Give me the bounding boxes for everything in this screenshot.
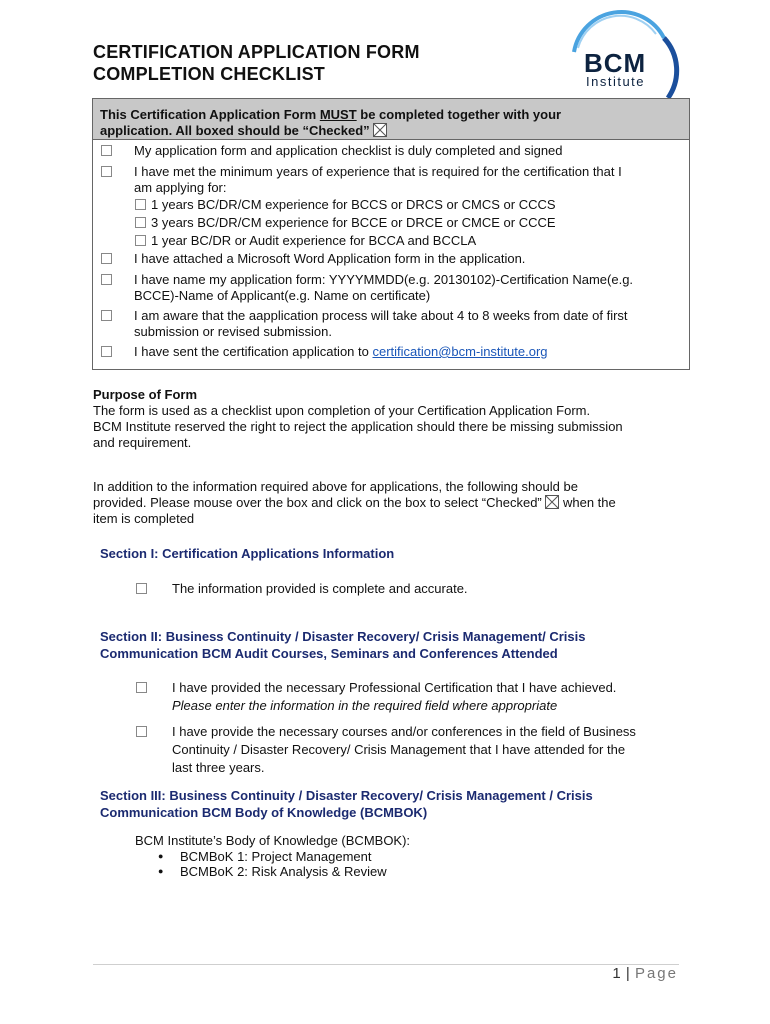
checklist-item-line: BCCE)-Name of Applicant(e.g. Name on certificate) xyxy=(134,288,431,303)
requirement-text xyxy=(172,723,636,777)
requirement-hint: Please enter the information in the required field where appropriate xyxy=(172,698,558,713)
checklist-item-line: I have sent the certification application to xyxy=(134,344,373,359)
requirement-line: I have provided the necessary Professional Certification that I have achieved. xyxy=(172,680,617,695)
instruction-text: provided. Please mouse over the box and click on the box to select “Checked” xyxy=(93,495,546,510)
instruction-line xyxy=(93,495,616,511)
bcmbok-intro: BCM Institute’s Body of Knowledge (BCMBOK): xyxy=(135,833,411,848)
checkbox[interactable] xyxy=(101,253,112,264)
title-line-1: CERTIFICATION APPLICATION FORM xyxy=(93,42,420,62)
page-number: 1 xyxy=(612,965,622,982)
checklist-item-text xyxy=(134,344,548,360)
checklist-item-line: I have name my application form: YYYYMMDD(e.g. 20130102)-Certification Name(e.g. xyxy=(134,272,634,287)
header-text-post: be completed together with your xyxy=(356,107,562,122)
section-3-heading-line: Section III: Business Continuity / Disaster Recovery/ Crisis Management / Crisis xyxy=(100,788,593,803)
checklist-header xyxy=(93,99,689,140)
requirement-text xyxy=(172,679,616,715)
checklist-item-text xyxy=(134,308,628,340)
section-2-heading xyxy=(100,628,585,662)
footer-divider xyxy=(93,964,679,965)
logo-main-text: BCM xyxy=(584,48,647,78)
checklist-item-line: I am aware that the aapplication process will take about 4 to 8 weeks from date of first xyxy=(134,308,628,323)
bcmbok-list-item: ● BCMBoK 1: Project Management xyxy=(158,849,387,864)
page-label: Page xyxy=(634,965,678,982)
purpose-line: The form is used as a checklist upon completion of your Certification Application Form. xyxy=(93,403,591,418)
experience-option-text: 1 years BC/DR/CM experience for BCCS or DRCS or CMCS or CCCS xyxy=(151,197,556,212)
additional-instructions xyxy=(93,479,616,527)
header-text-pre: This Certification Application Form xyxy=(100,107,320,122)
checked-box-icon xyxy=(545,495,559,509)
logo-sub-text: Institute xyxy=(586,74,646,89)
title-line-2: COMPLETION CHECKLIST xyxy=(93,64,325,84)
page-footer xyxy=(612,965,678,982)
requirement-line: Continuity / Disaster Recovery/ Crisis Management that I have attended for the xyxy=(172,742,626,757)
checkbox[interactable] xyxy=(101,166,112,177)
experience-option-text: 1 year BC/DR or Audit experience for BCCA and BCCLA xyxy=(151,233,477,248)
section-2-heading-line: Section II: Business Continuity / Disaster Recovery/ Crisis Management/ Crisis xyxy=(100,629,586,644)
section-3-heading xyxy=(100,787,593,821)
purpose-line: and requirement. xyxy=(93,435,192,450)
purpose-line: BCM Institute reserved the right to reject the application should there be missing submission xyxy=(93,419,623,434)
checkbox[interactable] xyxy=(135,199,146,210)
checkbox[interactable] xyxy=(135,217,146,228)
section-1-heading: Section I: Certification Applications Information xyxy=(100,546,395,561)
purpose-heading: Purpose of Form xyxy=(93,387,198,402)
checkbox[interactable] xyxy=(136,682,147,693)
checkbox[interactable] xyxy=(101,274,112,285)
checklist-item-line: I have met the minimum years of experience that is required for the certification that I xyxy=(134,164,622,179)
bcmbok-list-item: ● BCMBoK 2: Risk Analysis & Review xyxy=(158,864,387,879)
checklist-item-text xyxy=(134,272,633,304)
completion-checklist-box xyxy=(92,98,690,370)
instruction-line: In addition to the information required above for applications, the following should be xyxy=(93,479,578,494)
checkbox[interactable] xyxy=(135,235,146,246)
checkbox[interactable] xyxy=(101,346,112,357)
section-3-heading-line: Communication BCM Body of Knowledge (BCMBOK) xyxy=(100,805,428,820)
bcm-institute-logo xyxy=(560,8,680,104)
checklist-item-line: submission or revised submission. xyxy=(134,324,332,339)
experience-option-text: 3 years BC/DR/CM experience for BCCE or DRCE or CMCE or CCCE xyxy=(151,215,556,230)
checkbox[interactable] xyxy=(101,310,112,321)
requirement-line: last three years. xyxy=(172,760,265,775)
bcmbok-list xyxy=(158,849,387,879)
header-line-2: application. All boxed should be “Checked” xyxy=(100,123,370,138)
checkbox[interactable] xyxy=(101,145,112,156)
checklist-item-text: My application form and application checklist is duly completed and signed xyxy=(134,143,563,158)
page-separator: | xyxy=(621,965,635,982)
checkbox[interactable] xyxy=(136,583,147,594)
instruction-text: when the xyxy=(559,495,616,510)
instruction-line: item is completed xyxy=(93,511,195,526)
requirement-line: I have provide the necessary courses and/or conferences in the field of Business xyxy=(172,724,636,739)
page-title xyxy=(93,41,420,85)
section-2-heading-line: Communication BCM Audit Courses, Seminars and Conferences Attended xyxy=(100,646,558,661)
checklist-item-line: am applying for: xyxy=(134,180,227,195)
checked-box-icon xyxy=(373,123,387,137)
certification-email-link[interactable]: certification@bcm-institute.org xyxy=(372,344,548,359)
checkbox[interactable] xyxy=(136,726,147,737)
checklist-item-text xyxy=(134,164,622,196)
requirement-text: The information provided is complete and accurate. xyxy=(172,581,468,596)
header-must: MUST xyxy=(319,107,357,122)
checklist-item-text: I have attached a Microsoft Word Application form in the application. xyxy=(134,251,526,266)
purpose-section xyxy=(93,387,623,451)
